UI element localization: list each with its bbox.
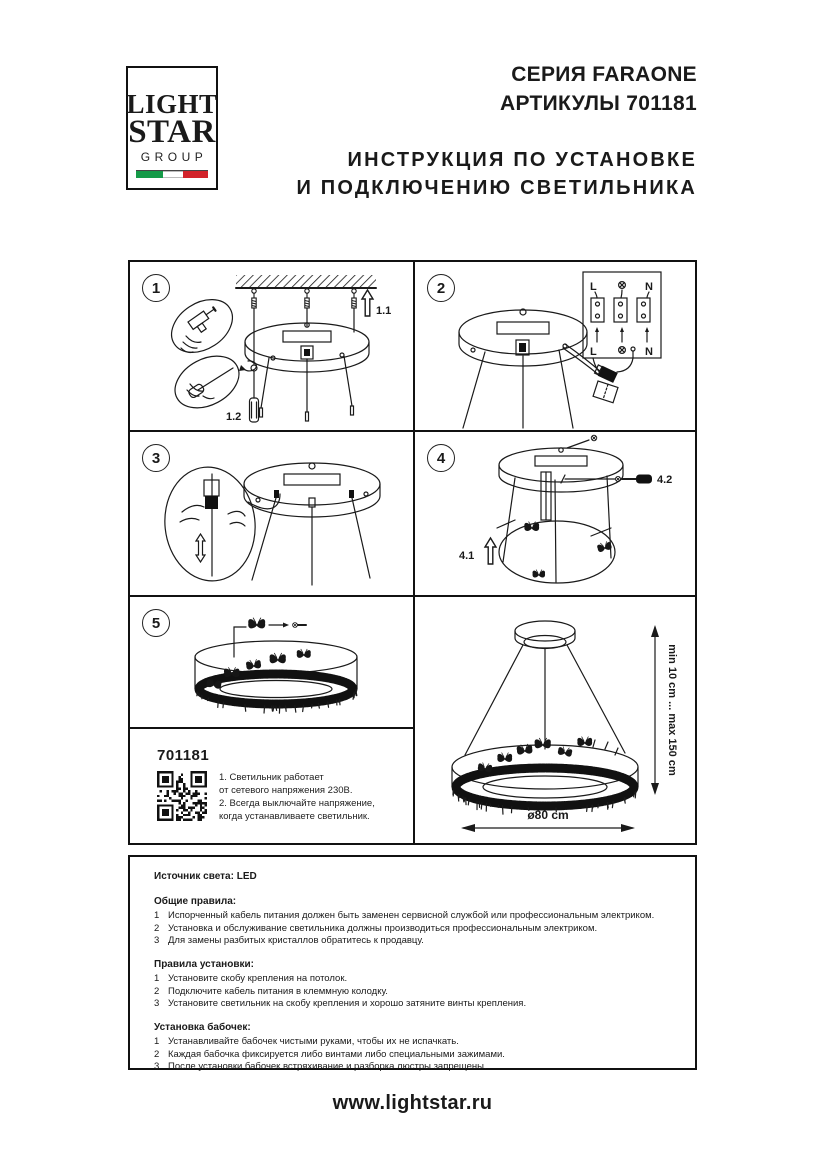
list-item: 1 Установите скобу крепления на потолок. (154, 973, 348, 984)
note-line: когда устанавливаете светильник. (219, 811, 370, 822)
panel-4-diagram (415, 432, 695, 595)
series-title: СЕРИЯ FARAONE (511, 63, 697, 86)
instruction-line-1: ИНСТРУКЦИЯ ПО УСТАНОВКЕ (347, 149, 697, 171)
panel-5 (130, 597, 413, 727)
section-title: Установка бабочек: (154, 1021, 251, 1033)
wire-grip (205, 496, 218, 509)
flag-white-segment (163, 171, 182, 178)
terminal-label-L-top: L (590, 281, 597, 293)
wiring-diagram (583, 272, 661, 358)
panel-2-number: 2 (427, 274, 455, 302)
panel-3-diagram (130, 432, 413, 595)
panel-4 (415, 432, 695, 595)
panel-2-diagram (415, 262, 695, 430)
terminal-block (593, 381, 618, 403)
drill-hand-inset (162, 289, 242, 364)
step-label-4-1: 4.1 (459, 550, 475, 562)
suspension-cord (465, 645, 523, 755)
panel-3-number: 3 (142, 444, 170, 472)
butterfly-icon (246, 659, 262, 670)
butterfly-icon (577, 737, 592, 746)
pendant-diagram (415, 597, 695, 843)
wall-dowel-icon (305, 289, 309, 308)
logo-text-light: LIGHT (126, 89, 218, 119)
hook-wire (617, 351, 633, 372)
qr-code (157, 771, 207, 821)
up-down-arrow-icon (196, 534, 205, 562)
screw-icon (615, 476, 620, 481)
wall-dowel-icon (352, 289, 356, 308)
step-label-1-1: 1.1 (376, 305, 392, 317)
wall-dowel-icon (252, 289, 256, 308)
note-line: 1. Светильник работает (219, 772, 324, 783)
panel-1-diagram (130, 262, 413, 430)
list-item: 3 Установите светильник на скобу крепления и хорошо затяните винты крепления. (154, 998, 527, 1009)
panel-1-number: 1 (142, 274, 170, 302)
butterfly-icon (535, 738, 551, 748)
screwdriver-icon (636, 475, 652, 484)
list-item: 1 Устанавливайте бабочек чистыми руками, чтобы их не испачкать. (154, 1036, 459, 1047)
up-arrow-icon (362, 290, 373, 316)
butterfly-icon (248, 618, 265, 629)
crystal-ring (499, 521, 615, 583)
butterfly-icon (557, 746, 573, 758)
panel-5-diagram (130, 597, 413, 727)
article-number: 701181 (157, 747, 210, 764)
info-box (128, 855, 697, 1070)
logo-text-star: STAR (128, 114, 216, 150)
crystal-band (199, 674, 353, 704)
butterfly-icon (270, 653, 286, 663)
hand-fingers (181, 336, 201, 353)
section-title: Правила установки: (154, 958, 254, 970)
panel-5-number: 5 (142, 609, 170, 637)
earth-screw-icon (619, 282, 626, 289)
panel-4-number: 4 (427, 444, 455, 472)
list-item: 2 Каждая бабочка фиксируется либо винтами либо специальными зажимами. (154, 1048, 505, 1060)
butterfly-icon (524, 522, 539, 531)
diameter-dimension (461, 808, 635, 832)
list-item: 1 Испорченный кабель питания должен быть заменен сервисной службой или профессиональным электриком. (154, 910, 655, 921)
suspension-cord (567, 645, 625, 753)
instruction-grid (128, 260, 697, 845)
articles-title: АРТИКУЛЫ 701181 (500, 92, 697, 115)
mounting-ring (499, 448, 623, 482)
section-installation-rules (154, 959, 671, 1011)
italian-flag-bar (136, 170, 208, 178)
list-item: 3 Для замены разбитых кристаллов обратитесь к продавцу. (154, 935, 424, 946)
section-butterfly-install (154, 1022, 671, 1074)
step-label-4-2: 4.2 (657, 474, 673, 486)
website-url: www.lightstar.ru (332, 1092, 493, 1114)
step-label-1-2: 1.2 (226, 411, 242, 423)
terminal-label-N-top: N (645, 281, 653, 293)
height-range-label: min 10 cm ... max 150 cm (666, 644, 678, 776)
instruction-line-2: И ПОДКЛЮЧЕНИЮ СВЕТИЛЬНИКА (296, 177, 697, 199)
fixing-pin-icon (293, 623, 298, 628)
butterfly-icon (497, 753, 512, 762)
up-arrow-icon (485, 538, 496, 564)
terminal-label-L-bottom: L (590, 346, 597, 358)
article-cell (130, 729, 413, 843)
logo-text-group: GROUP (140, 150, 208, 164)
panel-2 (415, 262, 695, 430)
panel-3 (130, 432, 413, 595)
flag-red-segment (183, 171, 208, 178)
screw-icon (591, 435, 596, 440)
terminal-label-N-bottom: N (645, 346, 653, 358)
note-line: 2. Всегда выключайте напряжение, (219, 798, 375, 809)
diameter-label: ø80 cm (527, 808, 569, 822)
earth-screw-icon (619, 347, 626, 354)
butterfly-icon (533, 570, 546, 578)
safety-notes (219, 771, 375, 823)
butterfly-icon (297, 649, 311, 658)
header-series-block (500, 60, 697, 118)
lightstar-logo (126, 66, 218, 190)
panel-1 (130, 262, 413, 430)
section-title: Общие правила: (154, 895, 237, 907)
screwdriver-hand-inset (166, 346, 248, 419)
flag-green-segment (136, 171, 163, 178)
height-dimension (651, 625, 678, 795)
list-item: 2 Установка и обслуживание светильника должны производиться профессиональным электриком. (154, 922, 598, 934)
ceiling-canopy (515, 621, 575, 641)
screwdriver-handle (250, 398, 259, 422)
section-general-rules (154, 896, 671, 948)
ceiling-hatch (236, 275, 376, 288)
list-item: 3 После установки бабочек встряхивание и разборка люстры запрещены. (154, 1061, 487, 1072)
wire-grip-inset (159, 463, 260, 586)
light-source-line: Источник света: LED (154, 871, 257, 882)
list-item: 2 Подключите кабель питания в клеммную колодку. (154, 985, 388, 997)
pendant-overview (415, 597, 695, 843)
butterfly-icon (596, 540, 612, 552)
note-line: от сетевого напряжения 230В. (219, 785, 353, 796)
header-instruction-block (296, 146, 697, 202)
